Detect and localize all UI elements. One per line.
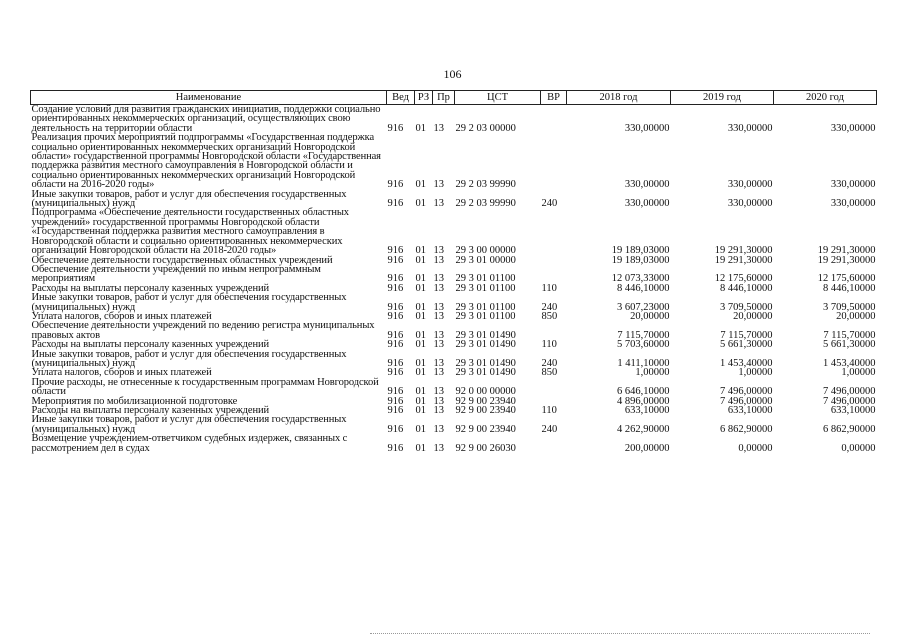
row-rz: 01	[415, 405, 426, 416]
row-pr: 13	[433, 386, 444, 398]
row-rz: 01	[415, 395, 426, 407]
row-pr: 13	[433, 395, 444, 407]
row-vr	[541, 208, 567, 255]
header-rz: РЗ	[415, 91, 433, 105]
table-row	[31, 350, 877, 369]
row-amount-2019: 7 496,00000	[720, 386, 773, 398]
row-vr: 110	[541, 339, 557, 351]
row-ved: 916	[387, 329, 404, 341]
row-rz: 01	[415, 273, 426, 285]
row-vr: 110	[541, 405, 557, 416]
footer-divider	[370, 633, 870, 634]
row-cst: 29 3 01 01490	[455, 357, 516, 369]
row-cst: 29 2 03 99990	[455, 198, 516, 210]
row-cst: 29 3 01 01100	[455, 282, 516, 294]
row-amount-2019: 330,00000	[727, 179, 773, 191]
row-amount-2018: 6 646,10000	[617, 386, 670, 398]
row-rz: 01	[415, 122, 426, 134]
row-rz: 01	[415, 301, 426, 313]
row-ved: 916	[387, 198, 404, 210]
row-amount-2019: 19 291,30000	[714, 245, 773, 257]
table-row	[31, 208, 877, 255]
row-vr	[541, 378, 567, 397]
row-amount-2020: 3 709,50000	[823, 301, 876, 313]
row-amount-2020: 12 175,60000	[817, 273, 876, 285]
row-cst: 29 3 01 01490	[455, 339, 516, 351]
row-vr	[541, 321, 567, 340]
row-name: Уплата налогов, сборов и иных платежей	[31, 310, 212, 322]
row-amount-2019: 19 291,30000	[714, 254, 773, 266]
row-cst: 29 3 01 00000	[455, 254, 516, 266]
row-cst: 29 2 03 99990	[455, 179, 516, 191]
row-vr	[541, 265, 567, 284]
row-pr: 13	[433, 339, 444, 351]
row-ved: 916	[387, 179, 404, 191]
row-amount-2019: 3 709,50000	[720, 301, 773, 313]
row-amount-2019: 7 115,70000	[720, 329, 773, 341]
row-pr: 13	[433, 245, 444, 257]
row-name: Прочие расходы, не отнесенные к государственным программам Новгородской области	[31, 376, 379, 398]
row-pr: 13	[433, 442, 444, 454]
row-name: Обеспечение деятельности учреждений по иным непрограммным мероприятиям	[31, 263, 321, 285]
row-name: Расходы на выплаты персоналу казенных учреждений	[31, 282, 270, 294]
row-amount-2020: 7 115,70000	[823, 329, 876, 341]
row-pr: 13	[433, 198, 444, 210]
row-vr: 240	[541, 357, 558, 369]
row-rz: 01	[415, 310, 426, 322]
row-amount-2019: 7 496,00000	[720, 395, 773, 407]
row-name: Расходы на выплаты персоналу казенных учреждений	[31, 405, 270, 416]
row-ved: 916	[387, 367, 404, 379]
header-vr: ВР	[541, 91, 567, 105]
row-amount-2018: 20,00000	[630, 310, 670, 322]
row-vr	[541, 105, 567, 134]
row-amount-2018: 1 411,10000	[617, 357, 670, 369]
row-pr: 13	[433, 329, 444, 341]
row-amount-2019: 1,00000	[738, 367, 773, 379]
row-rz: 01	[415, 282, 426, 294]
row-amount-2018: 19 189,03000	[611, 245, 670, 257]
header-pr: Пр	[433, 91, 455, 105]
row-amount-2018: 8 446,10000	[617, 282, 670, 294]
row-amount-2018: 19 189,03000	[611, 254, 670, 266]
row-pr: 13	[433, 122, 444, 134]
row-name: Реализация прочих мероприятий подпрограммы «Государственная поддержка социально ориентированных некоммерческих организаций Новгородской области» государственной программы Новгородской области «Государственная поддержка развития местного самоуправления в Новгородской области и социально ориентированных некоммерческих организаций Новгородской области на 2016-2020 годы»	[31, 132, 381, 191]
row-amount-2020: 19 291,30000	[817, 254, 876, 266]
header-name: Наименование	[31, 91, 387, 105]
table-row	[31, 133, 877, 189]
row-rz: 01	[415, 179, 426, 191]
row-amount-2019: 8 446,10000	[720, 282, 773, 294]
row-ved: 916	[387, 122, 404, 134]
row-rz: 01	[415, 367, 426, 379]
row-amount-2020: 0,00000	[841, 442, 876, 454]
row-name: Иные закупки товаров, работ и услуг для обеспечения государственных (муниципальных) нужд	[31, 292, 347, 313]
row-vr: 850	[541, 310, 558, 322]
row-amount-2019: 12 175,60000	[714, 273, 773, 285]
table-row	[31, 378, 877, 397]
table-row	[31, 190, 877, 209]
row-rz: 01	[415, 423, 426, 435]
row-amount-2018: 12 073,33000	[611, 273, 670, 285]
row-amount-2020: 330,00000	[830, 179, 876, 191]
table-row	[31, 321, 877, 340]
row-cst: 92 0 00 00000	[455, 386, 516, 398]
row-ved: 916	[387, 282, 404, 294]
row-name: Возмещение учреждением-ответчиком судебных издержек, связанных с рассмотрением дел в судах	[31, 433, 348, 454]
row-amount-2019: 330,00000	[727, 122, 773, 134]
row-vr: 240	[541, 301, 558, 313]
row-rz: 01	[415, 329, 426, 341]
row-amount-2018: 3 607,23000	[617, 301, 670, 313]
row-amount-2018: 330,00000	[624, 122, 670, 134]
row-amount-2018: 4 896,00000	[617, 395, 670, 407]
row-name: Уплата налогов, сборов и иных платежей	[31, 367, 212, 379]
row-amount-2019: 330,00000	[727, 198, 773, 210]
row-ved: 916	[387, 245, 404, 257]
row-amount-2020: 20,00000	[836, 310, 876, 322]
row-rz: 01	[415, 386, 426, 398]
row-amount-2020: 7 496,00000	[823, 395, 876, 407]
row-pr: 13	[433, 423, 444, 435]
row-name: Иные закупки товаров, работ и услуг для обеспечения государственных (муниципальных) нужд	[31, 188, 347, 210]
header-2018: 2018 год	[567, 91, 671, 105]
row-cst: 29 3 01 01490	[455, 367, 516, 379]
header-2019: 2019 год	[671, 91, 774, 105]
row-amount-2020: 6 862,90000	[823, 423, 876, 435]
row-amount-2018: 200,00000	[624, 442, 670, 454]
row-amount-2018: 1,00000	[635, 367, 670, 379]
row-vr	[541, 434, 567, 453]
row-pr: 13	[433, 282, 444, 294]
row-cst: 29 3 01 01100	[455, 273, 516, 285]
row-amount-2020: 5 661,30000	[823, 339, 876, 351]
row-vr	[541, 133, 567, 189]
row-cst: 29 3 01 01100	[455, 301, 516, 313]
row-pr: 13	[433, 179, 444, 191]
row-vr: 110	[541, 282, 557, 294]
row-pr: 13	[433, 405, 444, 416]
row-amount-2020: 633,10000	[830, 405, 876, 416]
table-row	[31, 265, 877, 284]
row-cst: 92 9 00 23940	[455, 405, 516, 416]
row-rz: 01	[415, 442, 426, 454]
table-row	[31, 293, 877, 312]
row-cst: 29 3 01 01100	[455, 310, 516, 322]
row-amount-2020: 330,00000	[830, 198, 876, 210]
row-pr: 13	[433, 367, 444, 379]
row-amount-2020: 7 496,00000	[823, 386, 876, 398]
row-name: Иные закупки товаров, работ и услуг для обеспечения государственных (муниципальных) нужд	[31, 414, 347, 435]
row-amount-2018: 330,00000	[624, 179, 670, 191]
row-name: Подпрограмма «Обеспечение деятельности государственных областных учреждений» государственной программы Новгородской области «Государственная поддержка развития местного самоуправления в Новгородской области и социально ориентированных некоммерческих организаций Новгородской области на 2018-2020 годы»	[31, 207, 349, 257]
row-ved: 916	[387, 386, 404, 398]
row-amount-2020: 330,00000	[830, 122, 876, 134]
row-cst: 92 9 00 26030	[455, 442, 516, 454]
row-cst: 92 9 00 23940	[455, 395, 516, 407]
row-ved: 916	[387, 339, 404, 351]
row-name: Обеспечение деятельности государственных областных учреждений	[31, 254, 333, 266]
budget-table	[30, 90, 877, 453]
row-name: Создание условий для развития гражданских инициатив, поддержки социально ориентированных некоммерческих организаций, осуществляющих свою деятельность на территории области	[31, 104, 381, 134]
row-cst: 29 3 01 01490	[455, 329, 516, 341]
row-amount-2019: 633,10000	[727, 405, 773, 416]
row-name: Иные закупки товаров, работ и услуг для обеспечения государственных (муниципальных) нужд	[31, 348, 347, 369]
row-amount-2019: 1 453,40000	[720, 357, 773, 369]
row-amount-2018: 4 262,90000	[617, 423, 670, 435]
table-row	[31, 105, 877, 134]
row-ved: 916	[387, 301, 404, 313]
row-name: Расходы на выплаты персоналу казенных учреждений	[31, 339, 270, 351]
row-amount-2019: 6 862,90000	[720, 423, 773, 435]
row-pr: 13	[433, 273, 444, 285]
row-amount-2018: 633,10000	[624, 405, 670, 416]
row-amount-2019: 0,00000	[738, 442, 773, 454]
row-rz: 01	[415, 339, 426, 351]
row-vr: 850	[541, 367, 558, 379]
row-cst: 92 9 00 23940	[455, 423, 516, 435]
row-ved: 916	[387, 405, 404, 416]
table-header-row	[31, 91, 877, 105]
row-ved: 916	[387, 310, 404, 322]
row-ved: 916	[387, 357, 404, 369]
row-amount-2018: 330,00000	[624, 198, 670, 210]
row-vr: 240	[541, 198, 558, 210]
row-cst: 29 3 00 00000	[455, 245, 516, 257]
row-amount-2019: 20,00000	[733, 310, 773, 322]
row-ved: 916	[387, 273, 404, 285]
row-pr: 13	[433, 254, 444, 266]
row-pr: 13	[433, 301, 444, 313]
row-name: Обеспечение деятельности учреждений по ведению регистра муниципальных правовых актов	[31, 320, 375, 341]
row-cst: 29 2 03 00000	[455, 122, 516, 134]
row-amount-2018: 7 115,70000	[617, 329, 670, 341]
row-amount-2019: 5 661,30000	[720, 339, 773, 351]
row-amount-2020: 1 453,40000	[823, 357, 876, 369]
table-row	[31, 434, 877, 453]
row-ved: 916	[387, 254, 404, 266]
row-ved: 916	[387, 395, 404, 407]
row-amount-2020: 19 291,30000	[817, 245, 876, 257]
row-rz: 01	[415, 357, 426, 369]
row-ved: 916	[387, 442, 404, 454]
row-amount-2020: 1,00000	[841, 367, 876, 379]
row-pr: 13	[433, 310, 444, 322]
row-amount-2020: 8 446,10000	[823, 282, 876, 294]
header-2020: 2020 год	[774, 91, 877, 105]
header-ved: Вед	[387, 91, 415, 105]
row-rz: 01	[415, 254, 426, 266]
row-name: Мероприятия по мобилизационной подготовке	[31, 395, 238, 407]
row-amount-2018: 5 703,60000	[617, 339, 670, 351]
row-rz: 01	[415, 245, 426, 257]
row-vr	[541, 256, 567, 265]
row-pr: 13	[433, 357, 444, 369]
table-body	[31, 105, 877, 454]
row-vr: 240	[541, 423, 558, 435]
page-number: 106	[443, 67, 462, 81]
header-cst: ЦСТ	[455, 91, 541, 105]
table-row	[31, 415, 877, 434]
row-ved: 916	[387, 423, 404, 435]
row-rz: 01	[415, 198, 426, 210]
